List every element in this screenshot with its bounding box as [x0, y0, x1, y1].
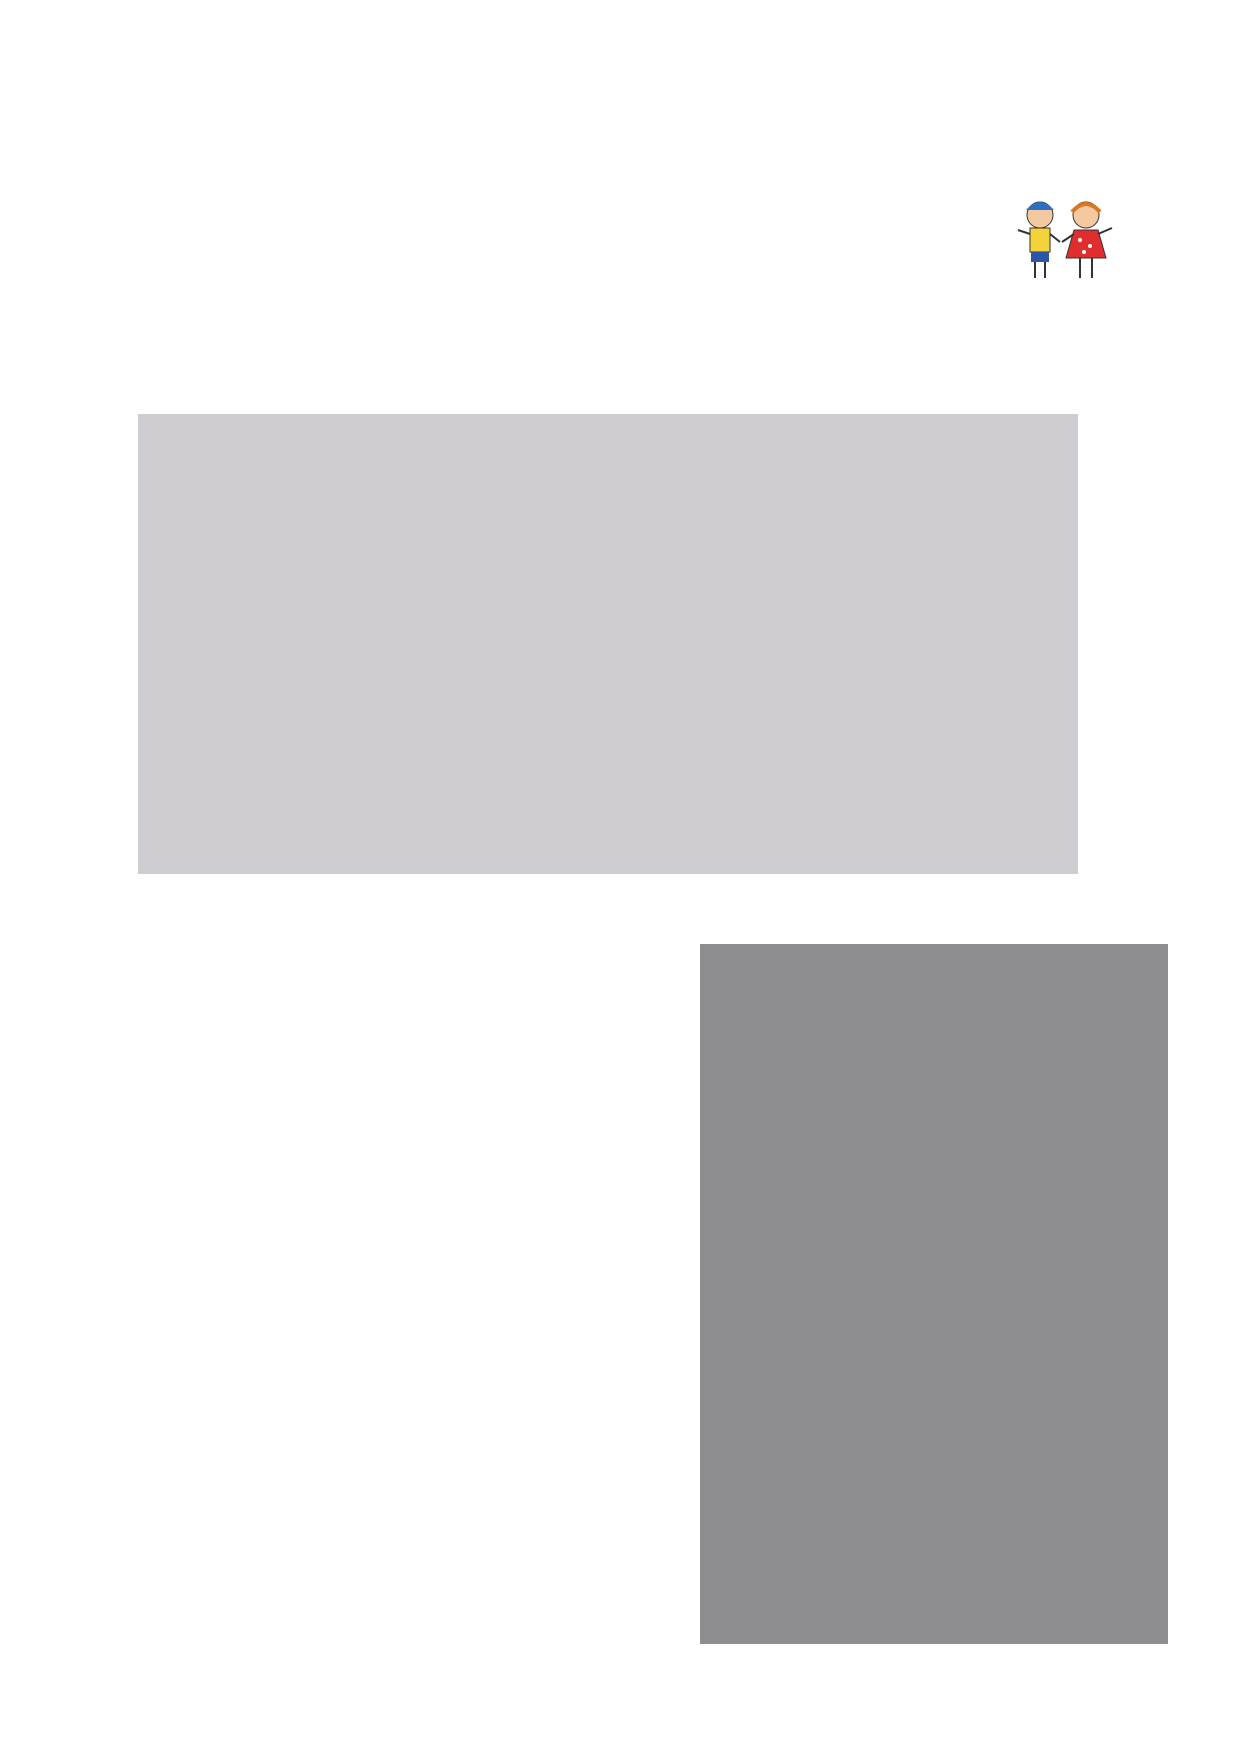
cats-collection-photo [138, 414, 1078, 874]
boy-figure-icon [1018, 202, 1060, 278]
procedure-steps [180, 986, 680, 987]
girl-figure-icon [1062, 202, 1112, 278]
two-cats-photo [700, 944, 1168, 1644]
logo [958, 130, 1173, 305]
